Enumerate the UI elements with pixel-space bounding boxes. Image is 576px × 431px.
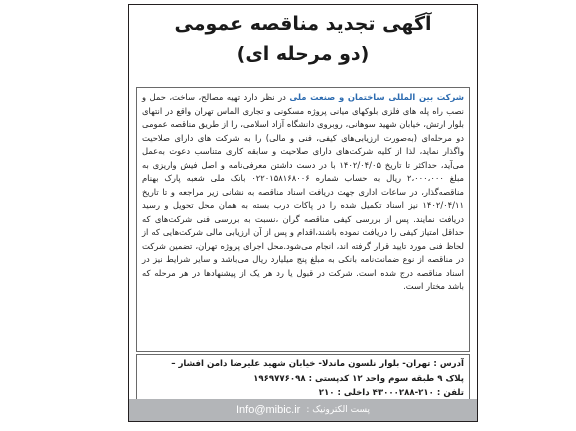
ad-subtitle: (دو مرحله ای) — [236, 43, 370, 65]
phone-line: تلفن : ۲۱۰-۴۳۰۰۰۲۸۸ داخلی : ۲۱۰ — [318, 388, 464, 398]
ad-title-area — [129, 5, 477, 85]
ad-body-box — [136, 87, 470, 352]
email-address[interactable]: Info@mibic.ir — [236, 404, 301, 416]
contact-box — [136, 354, 470, 402]
tender-ad-frame — [128, 4, 478, 422]
ad-title: آگهی تجدید مناقصه عمومی — [174, 13, 432, 35]
ad-body-paragraph — [142, 91, 464, 294]
email-label: پست الکترونیک : — [306, 405, 371, 415]
ad-body-text: در نظر دارد تهیه مصالح، ساخت، حمل و نصب راه پله های فلزی بلوکهای میانی پروژه مسکونی و تجاری الماس تهران واقع در انتهای بلوار ارتش، خیابان شهید سوهانی، روبروی دانشگاه آزاد اسلامی، را از طریق مناقصه عمومی دو مرحله‌ای (به‌صورت ارزیابی‌های کیفی، فنی و مالی) را به شرکت های دارای صلاحیت واگذار نماید، لذا از کلیه شرکت‌های دارای صلاحیت و سابقه کاری متناسب دعوت به‌عمل می‌آید، حداکثر تا تاریخ ۱۴۰۲/۰۴/۰۵ با در دست داشتن معرفی‌نامه و اصل فیش واریزی به مبلغ ۲،۰۰۰،۰۰۰ ریال به حساب شماره ۰۲۲۰۱۵۸۱۶۸۰۰۶ بانک ملی شعبه پارک بهنام مناقصه‌گذار، در ساعات اداری جهت دریافت اسناد مناقصه به نشانی زیر مراجعه و تا تاریخ ۱۴۰۲/۰۴/۱۱ نیز اسناد تکمیل شده را در پاکات درب بسته به همان محل تحویل و رسید دریافت نمایند. پس از بررسی کیفی مناقصه گران ،نسبت به بررسی فنی شرکت‌های که حداقل امتیاز کیفی را دریافت نموده باشند،اقدام و پس از آن ارزیابی مالی شرکت‌هایی که از لحاظ فنی مورد تایید قرار گرفته اند، انجام می‌شود.محل اجرای پروژه تهران، تضمین شرکت در مناقصه از نوع ضمانت‌نامه بانکی به مبلغ پنج میلیارد ریال می‌باشد و سایر شرایط نیز در اسناد مناقصه درج شده است. شرکت در قبول یا رد هر یک از پیشنهادها در هر مرحله که باشد مختار است. — [142, 92, 464, 291]
company-name: شرکت بین المللی ساختمان و صنعت ملی — [289, 92, 464, 102]
email-band — [129, 399, 477, 421]
address-line-2: پلاک ۹ طبقه سوم واحد ۱۲ کدپستی : ۱۹۶۹۷۷۶۰۹۸ — [253, 373, 464, 384]
address-line-1: آدرس : تهران- بلوار نلسون ماندلا- خیابان شهید علیرضا دامن افشار – — [171, 359, 464, 369]
